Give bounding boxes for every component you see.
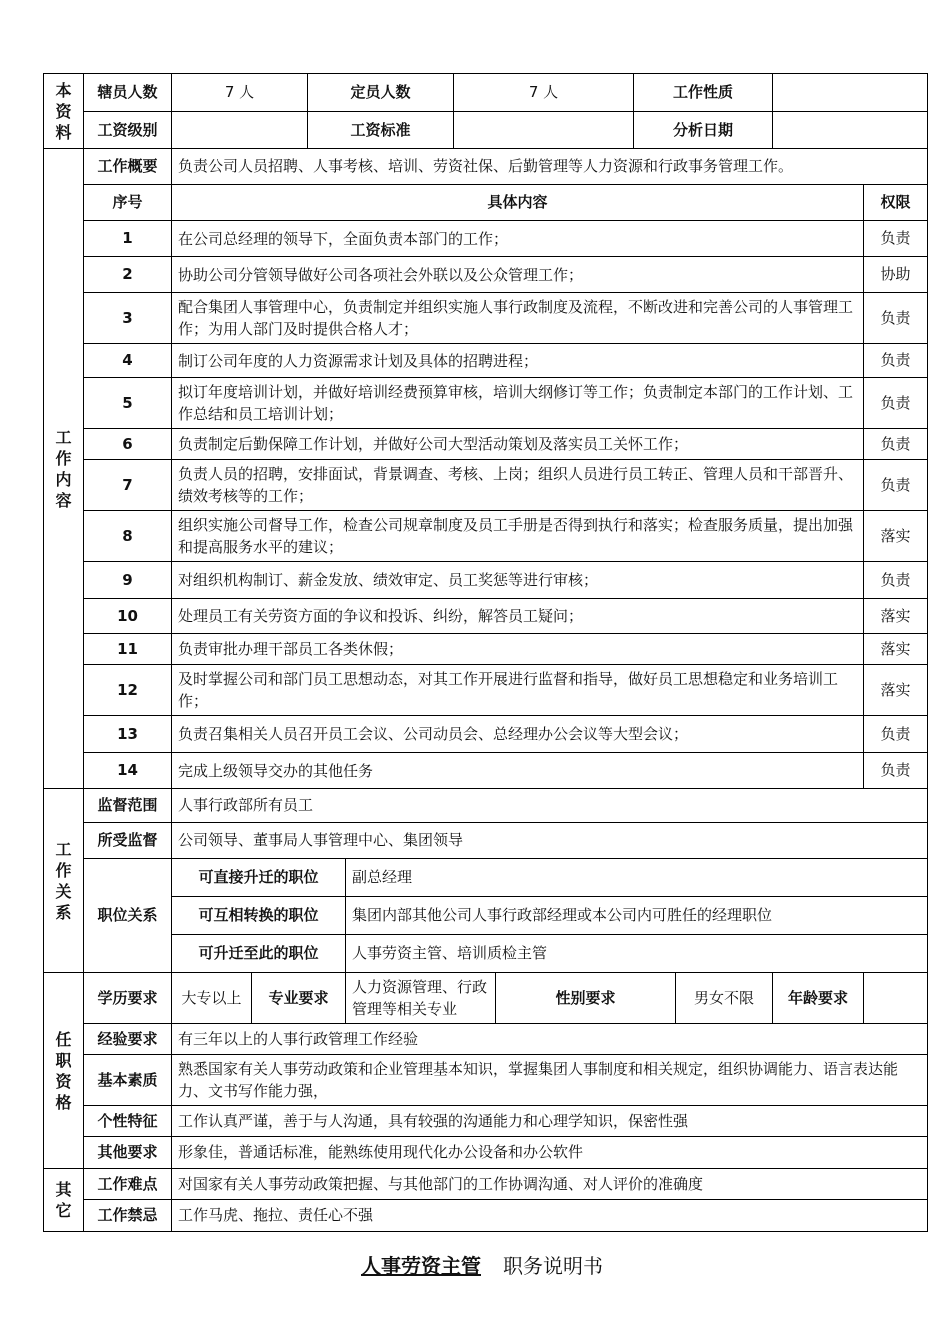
position-type-label: 可升迁至此的职位 bbox=[172, 935, 346, 973]
staff-count-label: 辖员人数 bbox=[84, 74, 172, 112]
item-no: 6 bbox=[84, 429, 172, 460]
job-description-table bbox=[43, 73, 928, 1232]
document-title bbox=[0, 1250, 950, 1279]
table-row bbox=[44, 599, 928, 634]
job-nature-value bbox=[773, 74, 928, 112]
other-requirement-value: 形象佳，普通话标准，能熟练使用现代化办公设备和办公软件 bbox=[172, 1137, 928, 1169]
gender-value: 男女不限 bbox=[676, 973, 773, 1024]
table-row bbox=[44, 221, 928, 257]
salary-standard-value bbox=[454, 112, 634, 149]
item-content: 负责人员的招聘，安排面试，背景调查、考核、上岗；组织人员进行员工转正、管理人员和干部晋升、绩效考核等的工作； bbox=[172, 460, 864, 511]
title-suffix: 职务说明书 bbox=[503, 1254, 603, 1278]
item-content: 完成上级领导交办的其他任务 bbox=[172, 753, 864, 789]
item-no: 10 bbox=[84, 599, 172, 634]
item-authority: 协助 bbox=[864, 257, 928, 293]
table-row bbox=[44, 74, 928, 112]
item-no: 9 bbox=[84, 562, 172, 599]
table-row bbox=[44, 1055, 928, 1106]
item-no: 5 bbox=[84, 378, 172, 429]
major-value: 人力资源管理、行政管理等相关专业 bbox=[346, 973, 496, 1024]
item-authority: 负责 bbox=[864, 562, 928, 599]
section-other bbox=[44, 1169, 84, 1232]
item-content: 负责制定后勤保障工作计划，并做好公司大型活动策划及落实员工关怀工作； bbox=[172, 429, 864, 460]
scope-value: 人事行政部所有员工 bbox=[172, 789, 928, 823]
table-row bbox=[44, 935, 928, 973]
header-no: 序号 bbox=[84, 185, 172, 221]
table-row bbox=[44, 149, 928, 185]
item-no: 8 bbox=[84, 511, 172, 562]
table-row bbox=[44, 562, 928, 599]
item-content: 处理员工有关劳资方面的争议和投诉、纠纷，解答员工疑问； bbox=[172, 599, 864, 634]
header-authority: 权限 bbox=[864, 185, 928, 221]
item-content: 拟订年度培训计划，并做好培训经费预算审核，培训大纲修订等工作；负责制定本部门的工作计划、工作总结和员工培训计划； bbox=[172, 378, 864, 429]
section-label: 其 它 bbox=[55, 1180, 72, 1220]
item-no: 7 bbox=[84, 460, 172, 511]
job-title: 人事劳资主管 bbox=[361, 1254, 481, 1278]
major-label: 专业要求 bbox=[252, 973, 346, 1024]
item-content: 协助公司分管领导做好公司各项社会外联以及公众管理工作； bbox=[172, 257, 864, 293]
item-authority: 负责 bbox=[864, 221, 928, 257]
table-row bbox=[44, 1137, 928, 1169]
table-row bbox=[44, 1169, 928, 1200]
fixed-staff-label: 定员人数 bbox=[308, 74, 454, 112]
personality-label: 个性特征 bbox=[84, 1106, 172, 1137]
taboo-label: 工作禁忌 bbox=[84, 1200, 172, 1232]
item-authority: 落实 bbox=[864, 599, 928, 634]
item-content: 对组织机构制订、薪金发放、绩效审定、员工奖惩等进行审核； bbox=[172, 562, 864, 599]
basic-quality-label: 基本素质 bbox=[84, 1055, 172, 1106]
table-row bbox=[44, 859, 928, 897]
difficulty-label: 工作难点 bbox=[84, 1169, 172, 1200]
table-row bbox=[44, 634, 928, 665]
salary-grade-label: 工资级别 bbox=[84, 112, 172, 149]
scope-label: 监督范围 bbox=[84, 789, 172, 823]
table-row bbox=[44, 753, 928, 789]
table-row bbox=[44, 1106, 928, 1137]
analysis-date-value bbox=[773, 112, 928, 149]
supervised-value: 公司领导、董事局人事管理中心、集团领导 bbox=[172, 823, 928, 859]
item-no: 1 bbox=[84, 221, 172, 257]
item-authority: 负责 bbox=[864, 429, 928, 460]
table-row bbox=[44, 665, 928, 716]
item-content: 组织实施公司督导工作，检查公司规章制度及员工手册是否得到执行和落实；检查服务质量，提出加强和提高服务水平的建议； bbox=[172, 511, 864, 562]
section-label: 工 作 关 系 bbox=[55, 839, 72, 922]
section-label: 任 职 资 格 bbox=[55, 1029, 72, 1112]
item-no: 4 bbox=[84, 344, 172, 378]
item-no: 14 bbox=[84, 753, 172, 789]
position-type-label: 可直接升迁的职位 bbox=[172, 859, 346, 897]
position-relation-label: 职位关系 bbox=[84, 859, 172, 973]
table-row bbox=[44, 293, 928, 344]
item-authority: 负责 bbox=[864, 753, 928, 789]
table-row bbox=[44, 823, 928, 859]
item-no: 13 bbox=[84, 716, 172, 753]
section-basic-info bbox=[44, 74, 84, 149]
item-no: 12 bbox=[84, 665, 172, 716]
item-authority: 负责 bbox=[864, 378, 928, 429]
supervised-label: 所受监督 bbox=[84, 823, 172, 859]
analysis-date-label: 分析日期 bbox=[634, 112, 773, 149]
table-row bbox=[44, 1200, 928, 1232]
salary-standard-label: 工资标准 bbox=[308, 112, 454, 149]
section-qualification bbox=[44, 973, 84, 1169]
position-type-value: 副总经理 bbox=[346, 859, 928, 897]
staff-count-value: 7 人 bbox=[172, 74, 308, 112]
header-content: 具体内容 bbox=[172, 185, 864, 221]
item-no: 3 bbox=[84, 293, 172, 344]
salary-grade-value bbox=[172, 112, 308, 149]
table-row bbox=[44, 789, 928, 823]
table-row bbox=[44, 1024, 928, 1055]
age-label: 年龄要求 bbox=[773, 973, 864, 1024]
item-authority: 负责 bbox=[864, 716, 928, 753]
section-work-relation bbox=[44, 789, 84, 973]
fixed-staff-value: 7 人 bbox=[454, 74, 634, 112]
table-row bbox=[44, 257, 928, 293]
table-row bbox=[44, 185, 928, 221]
item-content: 及时掌握公司和部门员工思想动态，对其工作开展进行监督和指导，做好员工思想稳定和业务培训工作； bbox=[172, 665, 864, 716]
item-authority: 负责 bbox=[864, 344, 928, 378]
table-row bbox=[44, 344, 928, 378]
item-authority: 落实 bbox=[864, 511, 928, 562]
experience-value: 有三年以上的人事行政管理工作经验 bbox=[172, 1024, 928, 1055]
item-content: 在公司总经理的领导下，全面负责本部门的工作； bbox=[172, 221, 864, 257]
table-row bbox=[44, 716, 928, 753]
job-nature-label: 工作性质 bbox=[634, 74, 773, 112]
table-row bbox=[44, 973, 928, 1024]
item-content: 负责召集相关人员召开员工会议、公司动员会、总经理办公会议等大型会议； bbox=[172, 716, 864, 753]
summary-text: 负责公司人员招聘、人事考核、培训、劳资社保、后勤管理等人力资源和行政事务管理工作。 bbox=[172, 149, 928, 185]
personality-value: 工作认真严谨，善于与人沟通，具有较强的沟通能力和心理学知识，保密性强 bbox=[172, 1106, 928, 1137]
section-work-content bbox=[44, 149, 84, 789]
item-no: 11 bbox=[84, 634, 172, 665]
item-no: 2 bbox=[84, 257, 172, 293]
section-label: 本 资 料 bbox=[55, 80, 72, 142]
item-authority: 落实 bbox=[864, 665, 928, 716]
item-content: 制订公司年度的人力资源需求计划及具体的招聘进程； bbox=[172, 344, 864, 378]
taboo-value: 工作马虎、拖拉、责任心不强 bbox=[172, 1200, 928, 1232]
position-type-value: 集团内部其他公司人事行政部经理或本公司内可胜任的经理职位 bbox=[346, 897, 928, 935]
item-authority: 负责 bbox=[864, 460, 928, 511]
experience-label: 经验要求 bbox=[84, 1024, 172, 1055]
age-value bbox=[864, 973, 928, 1024]
gender-label: 性别要求 bbox=[496, 973, 676, 1024]
summary-label: 工作概要 bbox=[84, 149, 172, 185]
item-authority: 落实 bbox=[864, 634, 928, 665]
table-row bbox=[44, 429, 928, 460]
education-value: 大专以上 bbox=[172, 973, 252, 1024]
position-type-label: 可互相转换的职位 bbox=[172, 897, 346, 935]
table-row bbox=[44, 378, 928, 429]
position-type-value: 人事劳资主管、培训质检主管 bbox=[346, 935, 928, 973]
education-label: 学历要求 bbox=[84, 973, 172, 1024]
basic-quality-value: 熟悉国家有关人事劳动政策和企业管理基本知识，掌握集团人事制度和相关规定，组织协调能力、语言表达能力、文书写作能力强， bbox=[172, 1055, 928, 1106]
table-row bbox=[44, 897, 928, 935]
section-label: 工 作 内 容 bbox=[55, 427, 72, 510]
item-authority: 负责 bbox=[864, 293, 928, 344]
difficulty-value: 对国家有关人事劳动政策把握、与其他部门的工作协调沟通、对人评价的准确度 bbox=[172, 1169, 928, 1200]
table-row bbox=[44, 511, 928, 562]
other-requirement-label: 其他要求 bbox=[84, 1137, 172, 1169]
table-row bbox=[44, 460, 928, 511]
table-row bbox=[44, 112, 928, 149]
item-content: 负责审批办理干部员工各类休假； bbox=[172, 634, 864, 665]
item-content: 配合集团人事管理中心，负责制定并组织实施人事行政制度及流程，不断改进和完善公司的人事管理工作；为用人部门及时提供合格人才； bbox=[172, 293, 864, 344]
